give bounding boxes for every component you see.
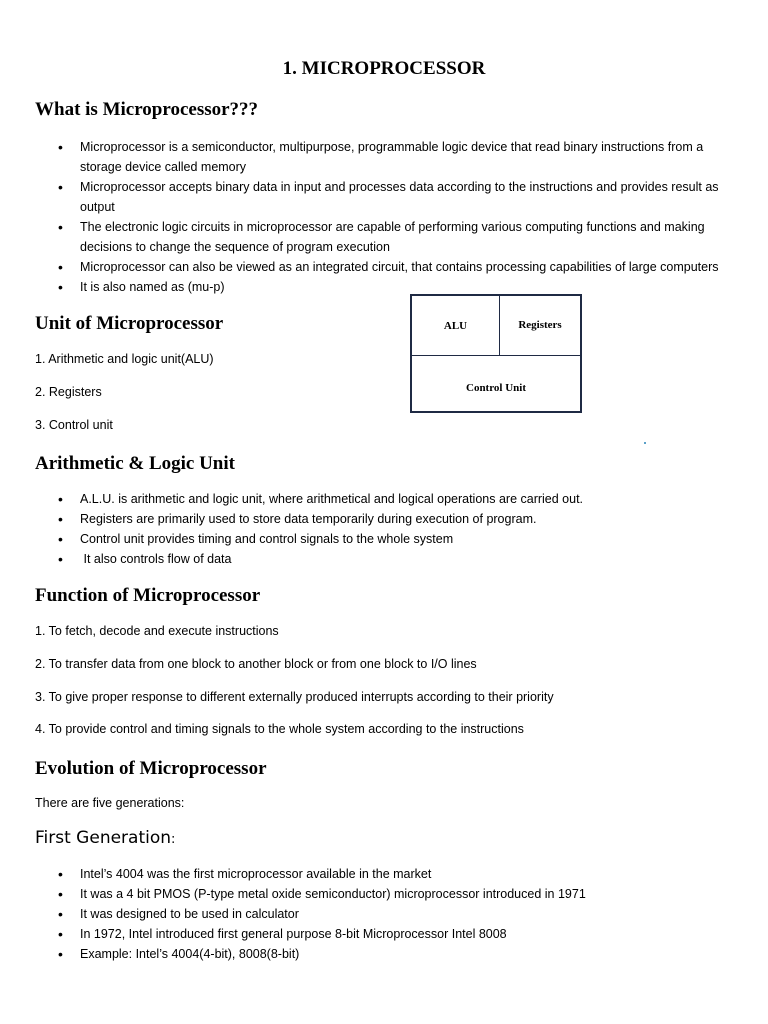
heading-unit-of-microprocessor: Unit of Microprocessor xyxy=(35,313,224,334)
unit-item-registers: 2. Registers xyxy=(35,385,102,399)
page-title: 1. MICROPROCESSOR xyxy=(282,58,486,79)
heading-first-generation: First Generation: xyxy=(35,828,176,848)
stray-dot xyxy=(644,442,646,444)
list-item: • The electronic logic circuits in microprocessor are capable of performing various computing functions and making decisions to change the sequence of program execution xyxy=(58,217,719,257)
what-bullet-list xyxy=(58,137,719,297)
list-item: • It also controls flow of data xyxy=(58,549,583,569)
list-item: • Registers are primarily used to store data temporarily during execution of program. xyxy=(58,509,583,529)
list-item: • Intel’s 4004 was the first microprocessor available in the market xyxy=(58,864,586,884)
function-item: 3. To give proper response to different externally produced interrupts according to their priority xyxy=(35,690,554,704)
function-item: 1. To fetch, decode and execute instructions xyxy=(35,624,279,638)
microprocessor-block-diagram xyxy=(410,294,582,413)
list-item: • A.L.U. is arithmetic and logic unit, where arithmetical and logical operations are carried out. xyxy=(58,489,583,509)
unit-item-alu: 1. Arithmetic and logic unit(ALU) xyxy=(35,352,214,366)
list-item: • Control unit provides timing and control signals to the whole system xyxy=(58,529,583,549)
heading-arithmetic-logic-unit: Arithmetic & Logic Unit xyxy=(35,453,235,474)
diagram-divider-horizontal xyxy=(412,355,580,356)
list-item: • Microprocessor is a semiconductor, multipurpose, programmable logic device that read binary instructions from a storage device called memory xyxy=(58,137,719,177)
list-item: • In 1972, Intel introduced first general purpose 8-bit Microprocessor Intel 8008 xyxy=(58,924,586,944)
list-item: • It was designed to be used in calculator xyxy=(58,904,586,924)
unit-item-control: 3. Control unit xyxy=(35,418,113,432)
list-item: • Example: Intel’s 4004(4-bit), 8008(8-bit) xyxy=(58,944,586,964)
diagram-alu-label: ALU xyxy=(443,320,468,332)
heading-what-is-microprocessor: What is Microprocessor??? xyxy=(35,99,259,120)
heading-function-of-microprocessor: Function of Microprocessor xyxy=(35,585,261,606)
evolution-intro: There are five generations: xyxy=(35,796,185,810)
heading-evolution-of-microprocessor: Evolution of Microprocessor xyxy=(35,758,267,779)
list-item: • It is also named as (mu-p) xyxy=(58,277,719,297)
list-item: • Microprocessor accepts binary data in input and processes data according to the instructions and provides result as output xyxy=(58,177,719,217)
diagram-control-unit-label: Control Unit xyxy=(466,382,526,394)
list-item: • It was a 4 bit PMOS (P-type metal oxide semiconductor) microprocessor introduced in 1971 xyxy=(58,884,586,904)
function-item: 4. To provide control and timing signals to the whole system according to the instructions xyxy=(35,722,524,736)
first-generation-bullet-list xyxy=(58,864,586,964)
alu-bullet-list xyxy=(58,489,583,569)
diagram-registers-label: Registers xyxy=(518,319,562,331)
function-item: 2. To transfer data from one block to another block or from one block to I/O lines xyxy=(35,657,477,671)
list-item: • Microprocessor can also be viewed as an integrated circuit, that contains processing capabilities of large computers xyxy=(58,257,719,277)
